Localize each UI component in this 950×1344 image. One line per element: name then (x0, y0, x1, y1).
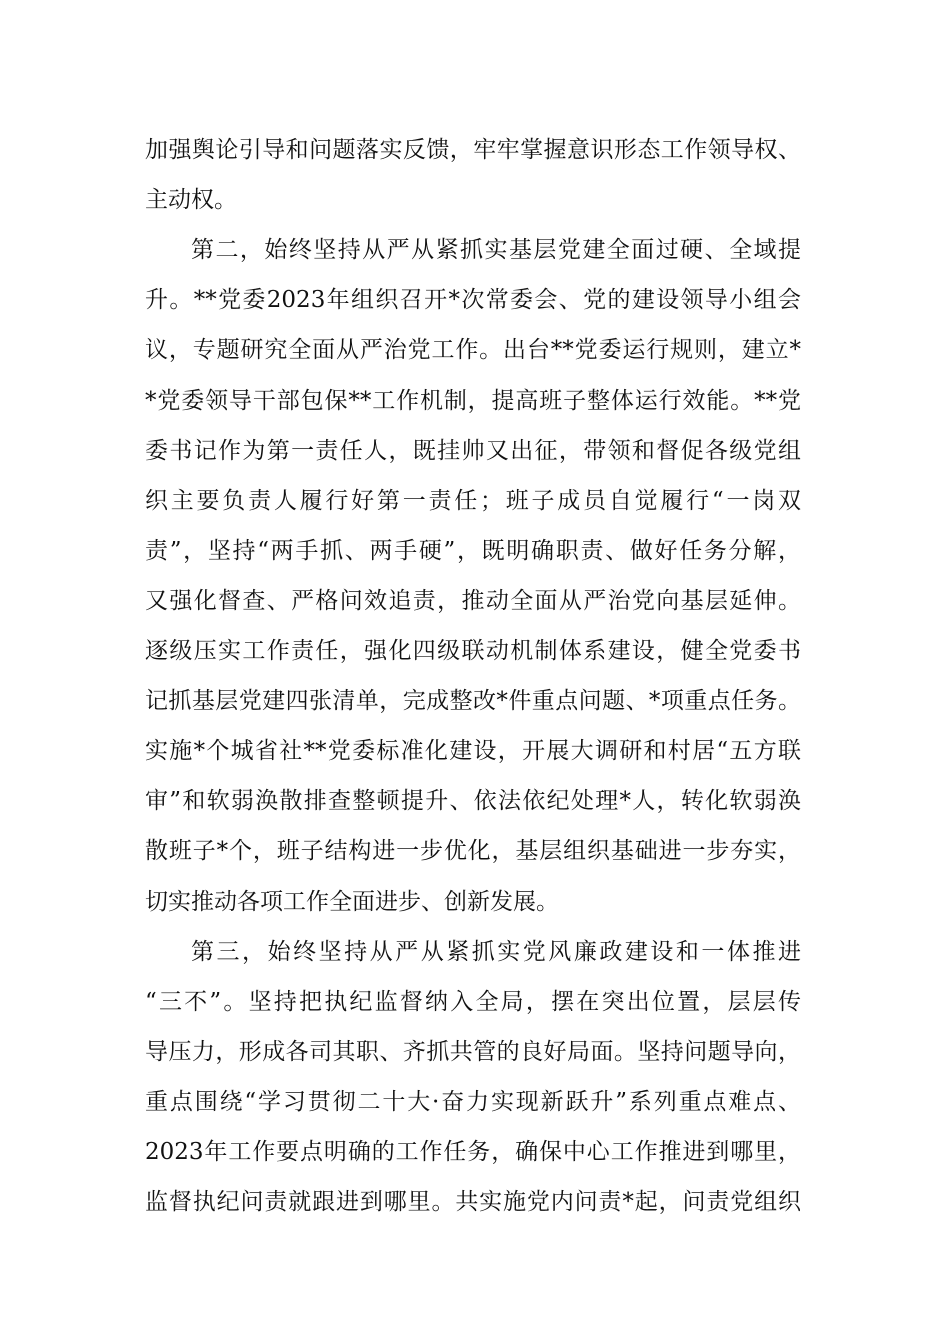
text-line: 监督执纪问责就跟进到哪里。共实施党内问责*起，问责党组织 (145, 1189, 801, 1216)
text-line: 加强舆论引导和问题落实反馈，牢牢掌握意识形态工作领导权、 (145, 137, 801, 163)
text-line: *党委领导干部包保**工作机制，提高班子整体运行效能。**党 (145, 387, 801, 414)
text-line: 记抓基层党建四张清单，完成整改*件重点问题、*项重点任务。 (145, 688, 801, 715)
text-line: 重点围绕“学习贯彻二十大·奋力实现新跃升”系列重点难点、 (145, 1088, 801, 1115)
text-line: “三不”。坚持把执纪监督纳入全局，摆在突出位置，层层传 (145, 988, 801, 1015)
text-line: 第三，始终坚持从严从紧抓实党风廉政建设和一体推进 (191, 938, 801, 965)
text-line: 逐级压实工作责任，强化四级联动机制体系建设，健全党委书 (145, 638, 801, 664)
text-line: 又强化督查、严格问效追责，推动全面从严治党向基层延伸。 (145, 587, 801, 614)
text-line: 第二，始终坚持从严从紧抓实基层党建全面过硬、全域提 (191, 237, 801, 264)
text-line: 升。**党委2023年组织召开*次常委会、党的建设领导小组会 (145, 287, 801, 314)
text-line: 切实推动各项工作全面进步、创新发展。 (145, 888, 559, 915)
text-line: 委书记作为第一责任人，既挂帅又出征，带领和督促各级党组 (145, 437, 801, 464)
text-line: 责”，坚持“两手抓、两手硬”，既明确职责、做好任务分解， (145, 537, 801, 564)
text-line: 织主要负责人履行好第一责任；班子成员自觉履行“一岗双 (145, 487, 801, 514)
text-line: 散班子*个，班子结构进一步优化，基层组织基础进一步夯实， (145, 838, 801, 865)
text-line: 实施*个城省社**党委标准化建设，开展大调研和村居“五方联 (145, 738, 801, 765)
text-line: 议，专题研究全面从严治党工作。出台**党委运行规则，建立* (145, 337, 801, 364)
text-line: 主动权。 (145, 187, 237, 214)
text-line: 2023年工作要点明确的工作任务，确保中心工作推进到哪里， (145, 1139, 801, 1165)
text-line: 审”和软弱涣散排查整顿提升、依法依纪处理*人，转化软弱涣 (145, 788, 801, 815)
text-line: 导压力，形成各司其职、齐抓共管的良好局面。坚持问题导向， (145, 1038, 801, 1065)
